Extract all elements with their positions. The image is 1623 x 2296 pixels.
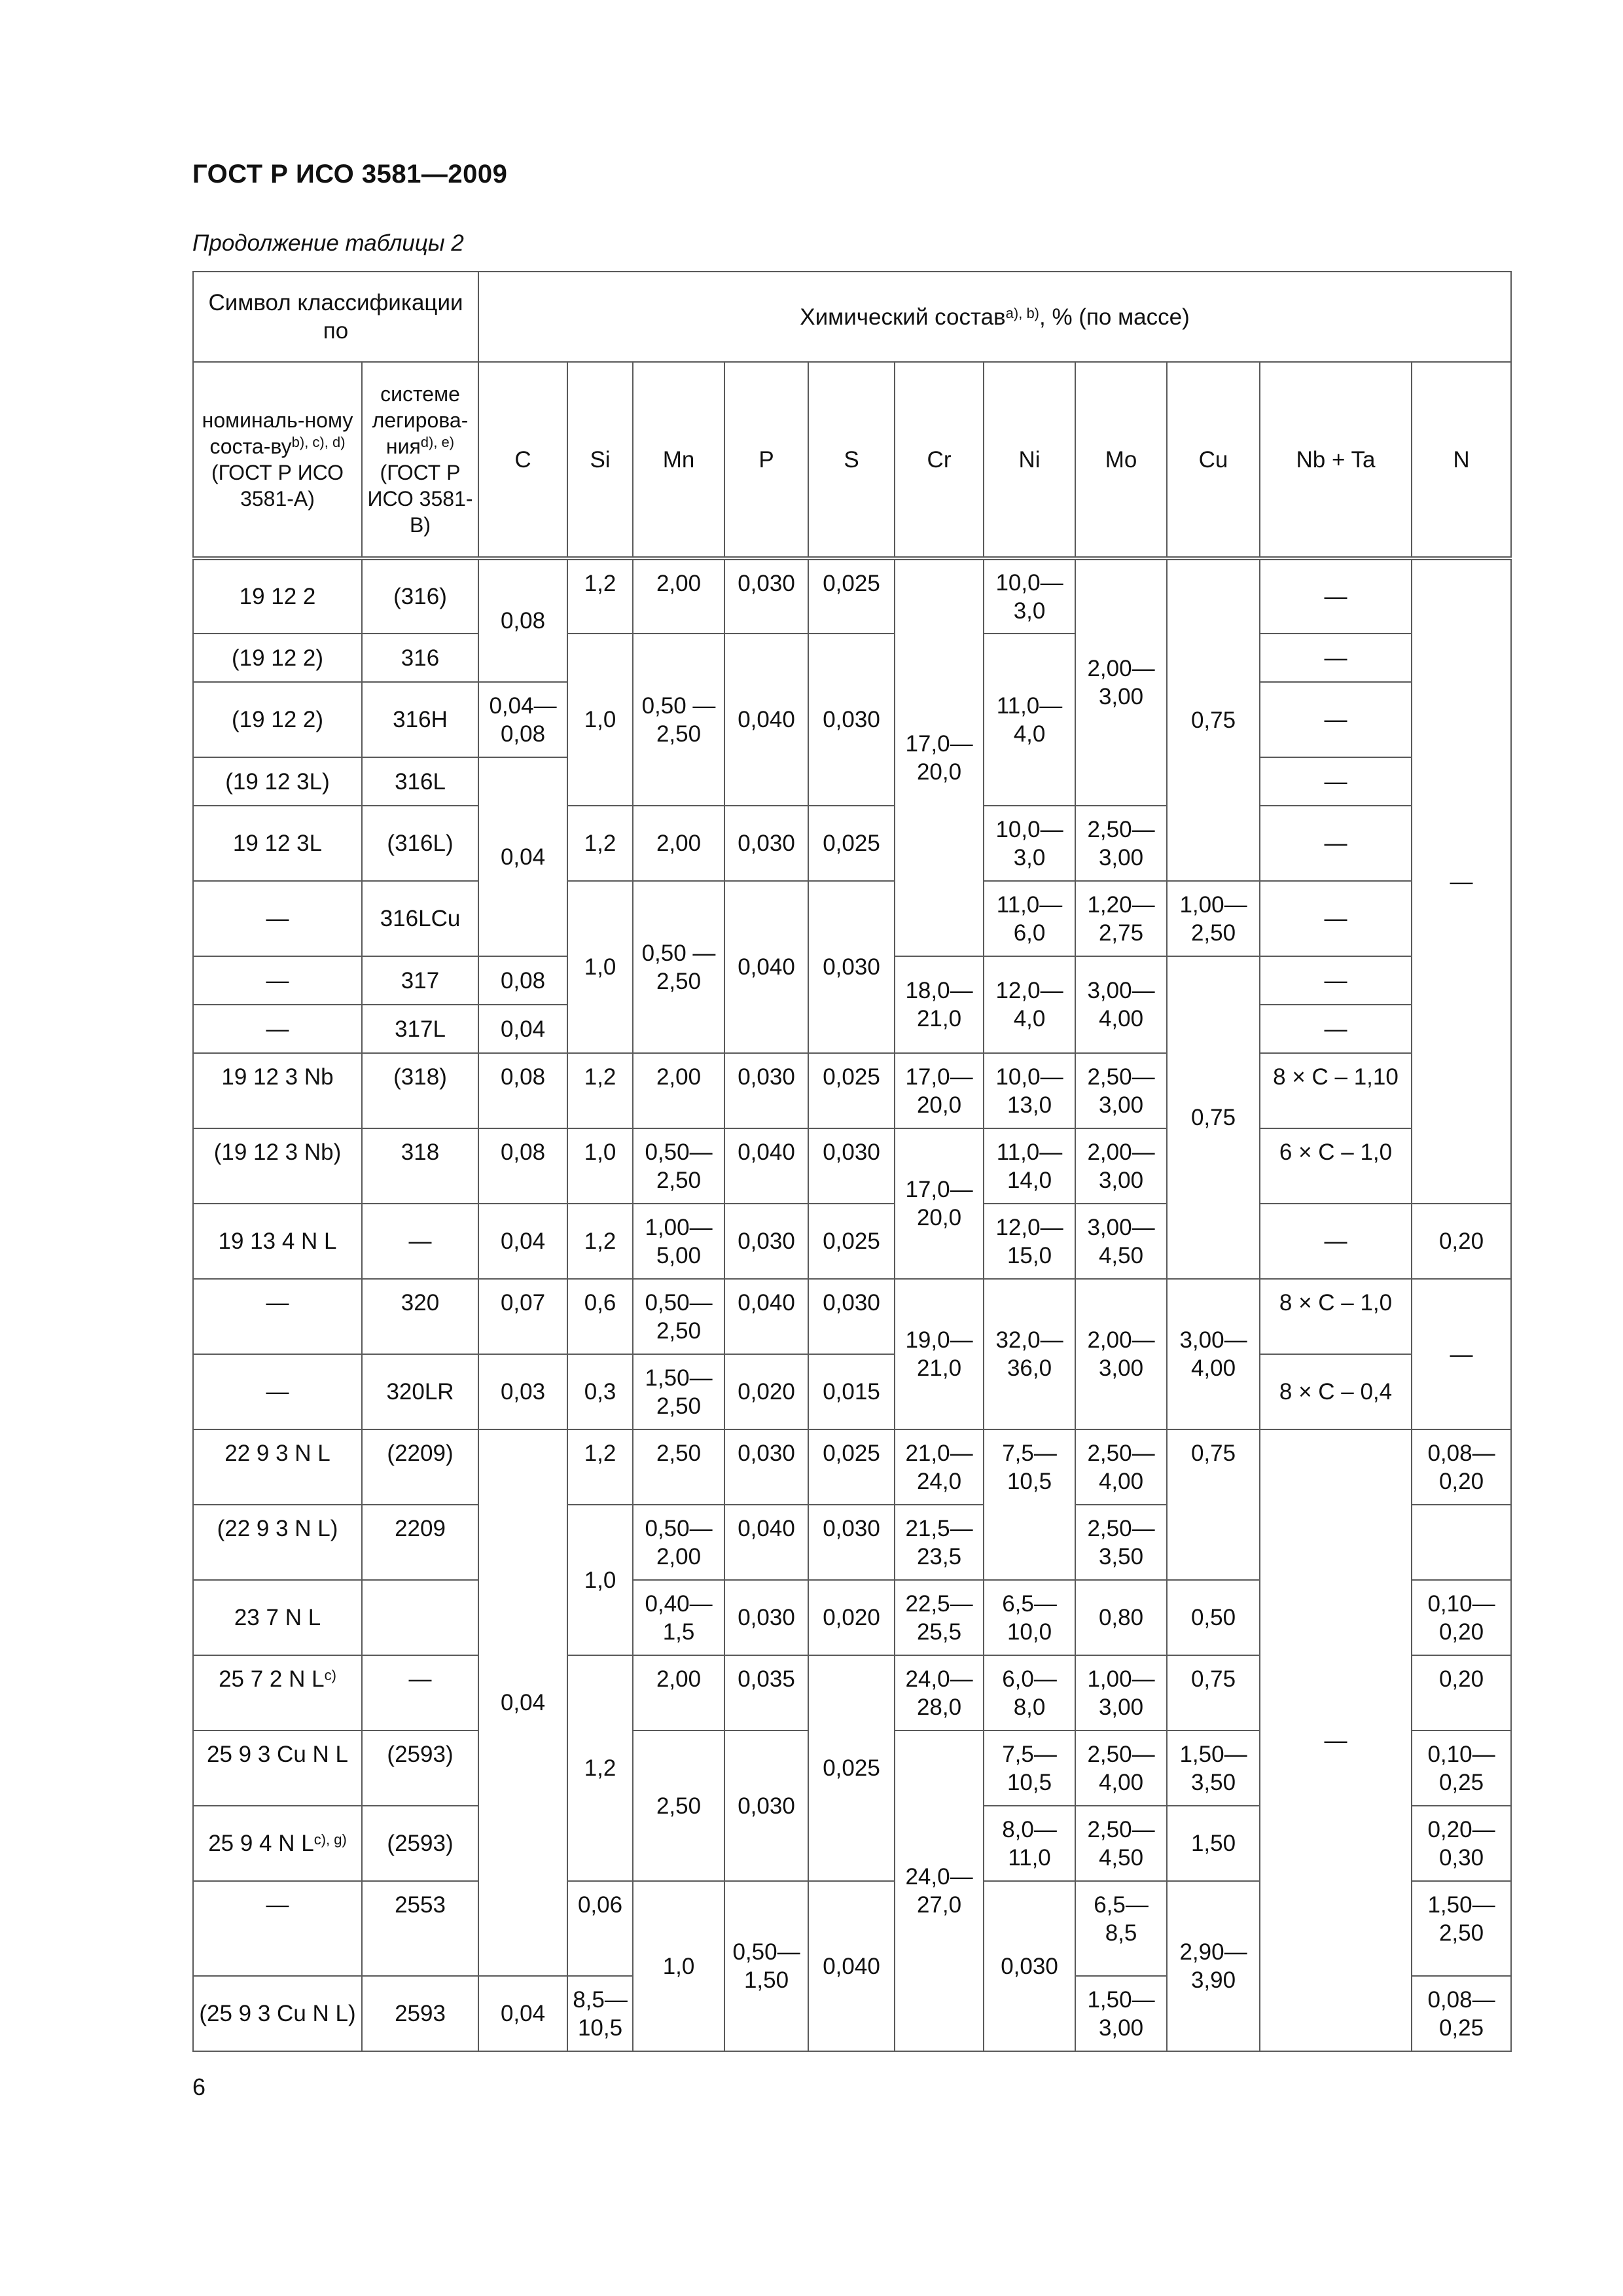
cell-c: 0,04 (478, 1204, 567, 1279)
cell-cr: 17,0—20,0 (895, 1053, 984, 1128)
cell-nb-ta: — (1260, 1204, 1412, 1279)
cell-system: 316H (362, 682, 478, 757)
cell-si: 1,2 (567, 1655, 633, 1881)
cell-mn: 0,50—1,50 (724, 1881, 808, 2051)
header-c: C (478, 362, 567, 558)
cell-si: 1,0 (567, 881, 633, 1053)
cell-si: 1,0 (567, 1505, 633, 1655)
cell-nb-ta: — (1260, 1005, 1412, 1053)
cell-s: 0,025 (808, 1655, 895, 1881)
cell-ni: 10,0—3,0 (984, 558, 1075, 634)
cell-p: 0,030 (724, 1053, 808, 1128)
table-row (193, 1354, 1511, 1429)
cell-si: 1,2 (567, 1204, 633, 1279)
cell-nominal: — (193, 956, 362, 1005)
cell-si: 1,0 (567, 1128, 633, 1204)
cell-s: 0,025 (808, 1053, 895, 1128)
cell-nominal: (19 12 2) (193, 682, 362, 757)
cell-s: 0,030 (808, 1279, 895, 1354)
cell-si: 1,2 (567, 1053, 633, 1128)
header-nominal-composition: номиналь-ному соста-$ву^{b), c), d)}$ (ГОСТ Р ИСО 3581-А) (193, 362, 362, 558)
cell-si: 1,0 (567, 634, 633, 806)
cell-mn: 2,00 (633, 558, 724, 634)
header-si: Si (567, 362, 633, 558)
cell-mo: 1,20—2,75 (1075, 881, 1167, 956)
cell-cu: 1,50—3,50 (1167, 1731, 1260, 1806)
cell-system: 320 (362, 1279, 478, 1354)
cell-system: 2553 (362, 1881, 478, 1976)
cell-ni: 7,5—10,5 (984, 1731, 1075, 1806)
cell-mn: 2,00 (633, 806, 724, 881)
cell-cu: 0,75 (1167, 956, 1260, 1279)
cell-system: 2209 (362, 1505, 478, 1580)
table-row (193, 806, 1511, 881)
cell-system: 316L (362, 757, 478, 806)
cell-p: 0,020 (724, 1354, 808, 1429)
cell-s: 0,030 (808, 1505, 895, 1580)
cell-s: 0,030 (808, 1128, 895, 1204)
cell-nominal: 25 7 2 N $L^{c)}$ (193, 1655, 362, 1731)
cell-nominal: 23 7 N L (193, 1580, 362, 1655)
cell-n: 0,10—0,25 (1412, 1731, 1511, 1806)
cell-ni: 6,0—8,0 (984, 1655, 1075, 1731)
cell-cr: 24,0—28,0 (895, 1655, 984, 1731)
cell-p: 0,040 (724, 1505, 808, 1580)
cell-mo: 2,50—3,50 (1075, 1505, 1167, 1580)
table-row (193, 634, 1511, 682)
cell-n: — (1412, 558, 1511, 1204)
cell-nominal: (25 9 3 Cu N L) (193, 1976, 362, 2051)
cell-c: 0,04 (478, 1976, 567, 2051)
cell-nominal: — (193, 881, 362, 956)
cell-cu: 1,50 (1167, 1806, 1260, 1881)
cell-ni: 10,0—13,0 (984, 1053, 1075, 1128)
cell-p: 0,030 (724, 806, 808, 881)
header-n: N (1412, 362, 1511, 558)
cell-ni: 11,0—14,0 (984, 1128, 1075, 1204)
cell-si: 1,2 (567, 806, 633, 881)
header-nb-ta: Nb + Ta (1260, 362, 1412, 558)
cell-cr: 24,0—27,0 (895, 1731, 984, 2051)
cell-ni: 7,5—10,5 (984, 1429, 1075, 1580)
header-cr: Cr (895, 362, 984, 558)
cell-mn: 2,00 (633, 1053, 724, 1128)
cell-mn: 1,00—5,00 (633, 1204, 724, 1279)
cell-si: 1,0 (633, 1881, 724, 2051)
cell-c: 0,08 (478, 1128, 567, 1204)
cell-mn: 0,50 — 2,50 (633, 881, 724, 1053)
cell-mn: 1,50—2,50 (633, 1354, 724, 1429)
cell-p: 0,040 (724, 1279, 808, 1354)
cell-nb-ta: — (1260, 1429, 1412, 2051)
table-row (193, 558, 1511, 634)
cell-nb-ta: — (1260, 956, 1412, 1005)
cell-mo: 2,00—3,00 (1075, 1128, 1167, 1204)
table-row (193, 1204, 1511, 1279)
cell-nominal: — (193, 1354, 362, 1429)
cell-mo: 2,50—3,00 (1075, 806, 1167, 881)
cell-s: 0,025 (808, 558, 895, 634)
cell-nominal: — (193, 1279, 362, 1354)
cell-n: 0,20 (1412, 1204, 1511, 1279)
cell-p: 0,040 (724, 881, 808, 1053)
cell-nb-ta: — (1260, 881, 1412, 956)
cell-system (362, 1580, 478, 1655)
cell-mn: 2,00 (633, 1655, 724, 1731)
cell-p: 0,040 (724, 1128, 808, 1204)
cell-p: 0,030 (724, 558, 808, 634)
cell-c: 0,03 (478, 1354, 567, 1429)
cell-system: (2209) (362, 1429, 478, 1505)
cell-s: 0,030 (984, 1881, 1075, 2051)
cell-cu: 0,75 (1167, 1655, 1260, 1731)
cell-system: 317 (362, 956, 478, 1005)
cell-cr: 18,0—21,0 (895, 956, 984, 1053)
cell-mn: 2,50 (633, 1429, 724, 1505)
cell-s: 0,025 (808, 806, 895, 881)
table-row (193, 1053, 1511, 1128)
cell-cr: 21,5—23,5 (895, 1505, 984, 1580)
cell-ni: 6,5—10,0 (984, 1580, 1075, 1655)
cell-p: 0,030 (724, 1731, 808, 1881)
cell-system: (316L) (362, 806, 478, 881)
cell-nominal: 19 12 3 Nb (193, 1053, 362, 1128)
cell-p: 0,030 (724, 1204, 808, 1279)
cell-system: (2593) (362, 1806, 478, 1881)
cell-nb-ta: 8 × C – 1,10 (1260, 1053, 1412, 1128)
cell-cu: 1,50—3,00 (1075, 1976, 1167, 2051)
cell-ni: 6,5—8,5 (1075, 1881, 1167, 1976)
cell-mo: 3,00—4,50 (1075, 1204, 1167, 1279)
cell-system: 317L (362, 1005, 478, 1053)
cell-n: 0,20 (1412, 1655, 1511, 1731)
cell-n: 0,08—0,25 (1412, 1976, 1511, 2051)
header-ni: Ni (984, 362, 1075, 558)
cell-c: 0,08 (478, 956, 567, 1005)
cell-n (1412, 1505, 1511, 1580)
cell-cu: 3,00—4,00 (1167, 1279, 1260, 1429)
table-continuation-caption: Продолжение таблицы 2 (192, 230, 464, 256)
cell-s: 0,020 (808, 1580, 895, 1655)
header-p: P (724, 362, 808, 558)
cell-nb-ta: — (1260, 634, 1412, 682)
cell-si: 0,3 (567, 1354, 633, 1429)
header-symbol: Символ классификации по (193, 272, 478, 362)
cell-mo: 2,50—4,00 (1075, 1429, 1167, 1505)
chemical-composition-table (192, 271, 1512, 2052)
cell-ni: 11,0—4,0 (984, 634, 1075, 806)
cell-cr: 21,0—24,0 (895, 1429, 984, 1505)
table-row (193, 1279, 1511, 1354)
cell-mn: 0,50—2,50 (633, 1128, 724, 1204)
header-cu: Cu (1167, 362, 1260, 558)
cell-system: 316 (362, 634, 478, 682)
cell-c: 0,04 (478, 1429, 567, 1976)
cell-nb-ta: — (1260, 682, 1412, 757)
cell-cu: 1,50—2,50 (1412, 1881, 1511, 1976)
header-chemical-composition: Химический состав$^{a), b)}$, % (по массе) (478, 272, 1511, 362)
table-row (193, 1429, 1511, 1505)
cell-mo: 0,80 (1075, 1580, 1167, 1655)
cell-si: 1,2 (567, 558, 633, 634)
table-row (193, 881, 1511, 956)
cell-mo: 2,00—3,00 (1075, 1279, 1167, 1429)
header-s: S (808, 362, 895, 558)
cell-nb-ta: 6 × C – 1,0 (1260, 1128, 1412, 1204)
cell-ni: 32,0—36,0 (984, 1279, 1075, 1429)
cell-nb-ta: 8 × C – 1,0 (1260, 1279, 1412, 1354)
cell-n: 0,08—0,20 (1412, 1429, 1511, 1505)
cell-mo: 3,00—4,00 (1075, 956, 1167, 1053)
cell-nominal: (22 9 3 N L) (193, 1505, 362, 1580)
cell-s: 0,030 (808, 881, 895, 1053)
document-title: ГОСТ Р ИСО 3581—2009 (192, 160, 508, 188)
cell-cu: 1,00—2,50 (1167, 881, 1260, 956)
cell-mn: 0,40—1,5 (633, 1580, 724, 1655)
cell-cu: 0,75 (1167, 558, 1260, 881)
cell-c: 0,04 (478, 757, 567, 956)
cell-mn: 0,50 — 2,50 (633, 634, 724, 806)
cell-cu: 0,50 (1167, 1580, 1260, 1655)
cell-s: 0,015 (808, 1354, 895, 1429)
cell-mo: 2,50—4,50 (1075, 1806, 1167, 1881)
cell-system: (316) (362, 558, 478, 634)
cell-n: — (1412, 1279, 1511, 1429)
cell-n: 0,10—0,20 (1412, 1580, 1511, 1655)
cell-cr: 19,0—21,0 (895, 1279, 984, 1429)
cell-p: 0,040 (724, 634, 808, 806)
cell-system: 316LCu (362, 881, 478, 956)
cell-nb-ta: — (1260, 806, 1412, 881)
cell-c: 0,07 (478, 1279, 567, 1354)
cell-s: 0,025 (808, 1204, 895, 1279)
cell-mo: 2,50—4,00 (1075, 1731, 1167, 1806)
cell-cr: 17,0—20,0 (895, 1128, 984, 1279)
cell-si: 1,2 (567, 1429, 633, 1505)
header-mn: Mn (633, 362, 724, 558)
cell-p: 0,030 (724, 1429, 808, 1505)
page-number: 6 (192, 2073, 206, 2100)
cell-nb-ta: — (1260, 558, 1412, 634)
cell-c: 0,06 (567, 1881, 633, 1976)
cell-mn: 2,50 (633, 1731, 724, 1881)
cell-nb-ta: 8 × C – 0,4 (1260, 1354, 1412, 1429)
cell-mo: 1,00—3,00 (1075, 1655, 1167, 1731)
cell-system: (318) (362, 1053, 478, 1128)
cell-system: 2593 (362, 1976, 478, 2051)
header-alloy-system: системе легирова-ния$^{d), e)}$ (ГОСТ Р ИСО 3581-В) (362, 362, 478, 558)
cell-mo: 2,00—3,00 (1075, 558, 1167, 806)
cell-nominal: — (193, 1881, 362, 1976)
cell-nominal: (19 12 3L) (193, 757, 362, 806)
cell-nominal: (19 12 3 Nb) (193, 1128, 362, 1204)
cell-si: 0,6 (567, 1279, 633, 1354)
cell-p: 0,035 (724, 1655, 808, 1731)
cell-s: 0,030 (808, 634, 895, 806)
table-row (193, 1128, 1511, 1204)
cell-nominal: 25 9 4 N $L^{c), g)}$ (193, 1806, 362, 1881)
cell-c: 0,04—0,08 (478, 682, 567, 757)
cell-system: 318 (362, 1128, 478, 1204)
cell-mn: 0,50—2,00 (633, 1505, 724, 1580)
cell-nominal: 19 12 2 (193, 558, 362, 634)
cell-n: 0,20—0,30 (1412, 1806, 1511, 1881)
cell-system: — (362, 1655, 478, 1731)
cell-p: 0,030 (724, 1580, 808, 1655)
cell-c: 0,08 (478, 558, 567, 682)
cell-cr: 22,5—25,5 (895, 1580, 984, 1655)
cell-ni: 8,5—10,5 (567, 1976, 633, 2051)
cell-nominal: 25 9 3 Cu N L (193, 1731, 362, 1806)
cell-nominal: 19 12 3L (193, 806, 362, 881)
cell-nominal: (19 12 2) (193, 634, 362, 682)
cell-cu: 0,75 (1167, 1429, 1260, 1580)
cell-system: (2593) (362, 1731, 478, 1806)
cell-p: 0,040 (808, 1881, 895, 2051)
cell-nominal: 22 9 3 N L (193, 1429, 362, 1505)
header-mo: Mo (1075, 362, 1167, 558)
cell-nominal: 19 13 4 N L (193, 1204, 362, 1279)
cell-ni: 10,0—3,0 (984, 806, 1075, 881)
cell-ni: 12,0—15,0 (984, 1204, 1075, 1279)
cell-nominal: — (193, 1005, 362, 1053)
cell-c: 0,08 (478, 1053, 567, 1128)
cell-s: 0,025 (808, 1429, 895, 1505)
cell-nb-ta: — (1260, 757, 1412, 806)
cell-system: — (362, 1204, 478, 1279)
cell-mo: 2,90—3,90 (1167, 1881, 1260, 2051)
cell-ni: 11,0—6,0 (984, 881, 1075, 956)
cell-mn: 0,50—2,50 (633, 1279, 724, 1354)
cell-c: 0,04 (478, 1005, 567, 1053)
cell-ni: 8,0—11,0 (984, 1806, 1075, 1881)
cell-system: 320LR (362, 1354, 478, 1429)
cell-cr: 17,0—20,0 (895, 558, 984, 956)
cell-ni: 12,0—4,0 (984, 956, 1075, 1053)
cell-mo: 2,50—3,00 (1075, 1053, 1167, 1128)
